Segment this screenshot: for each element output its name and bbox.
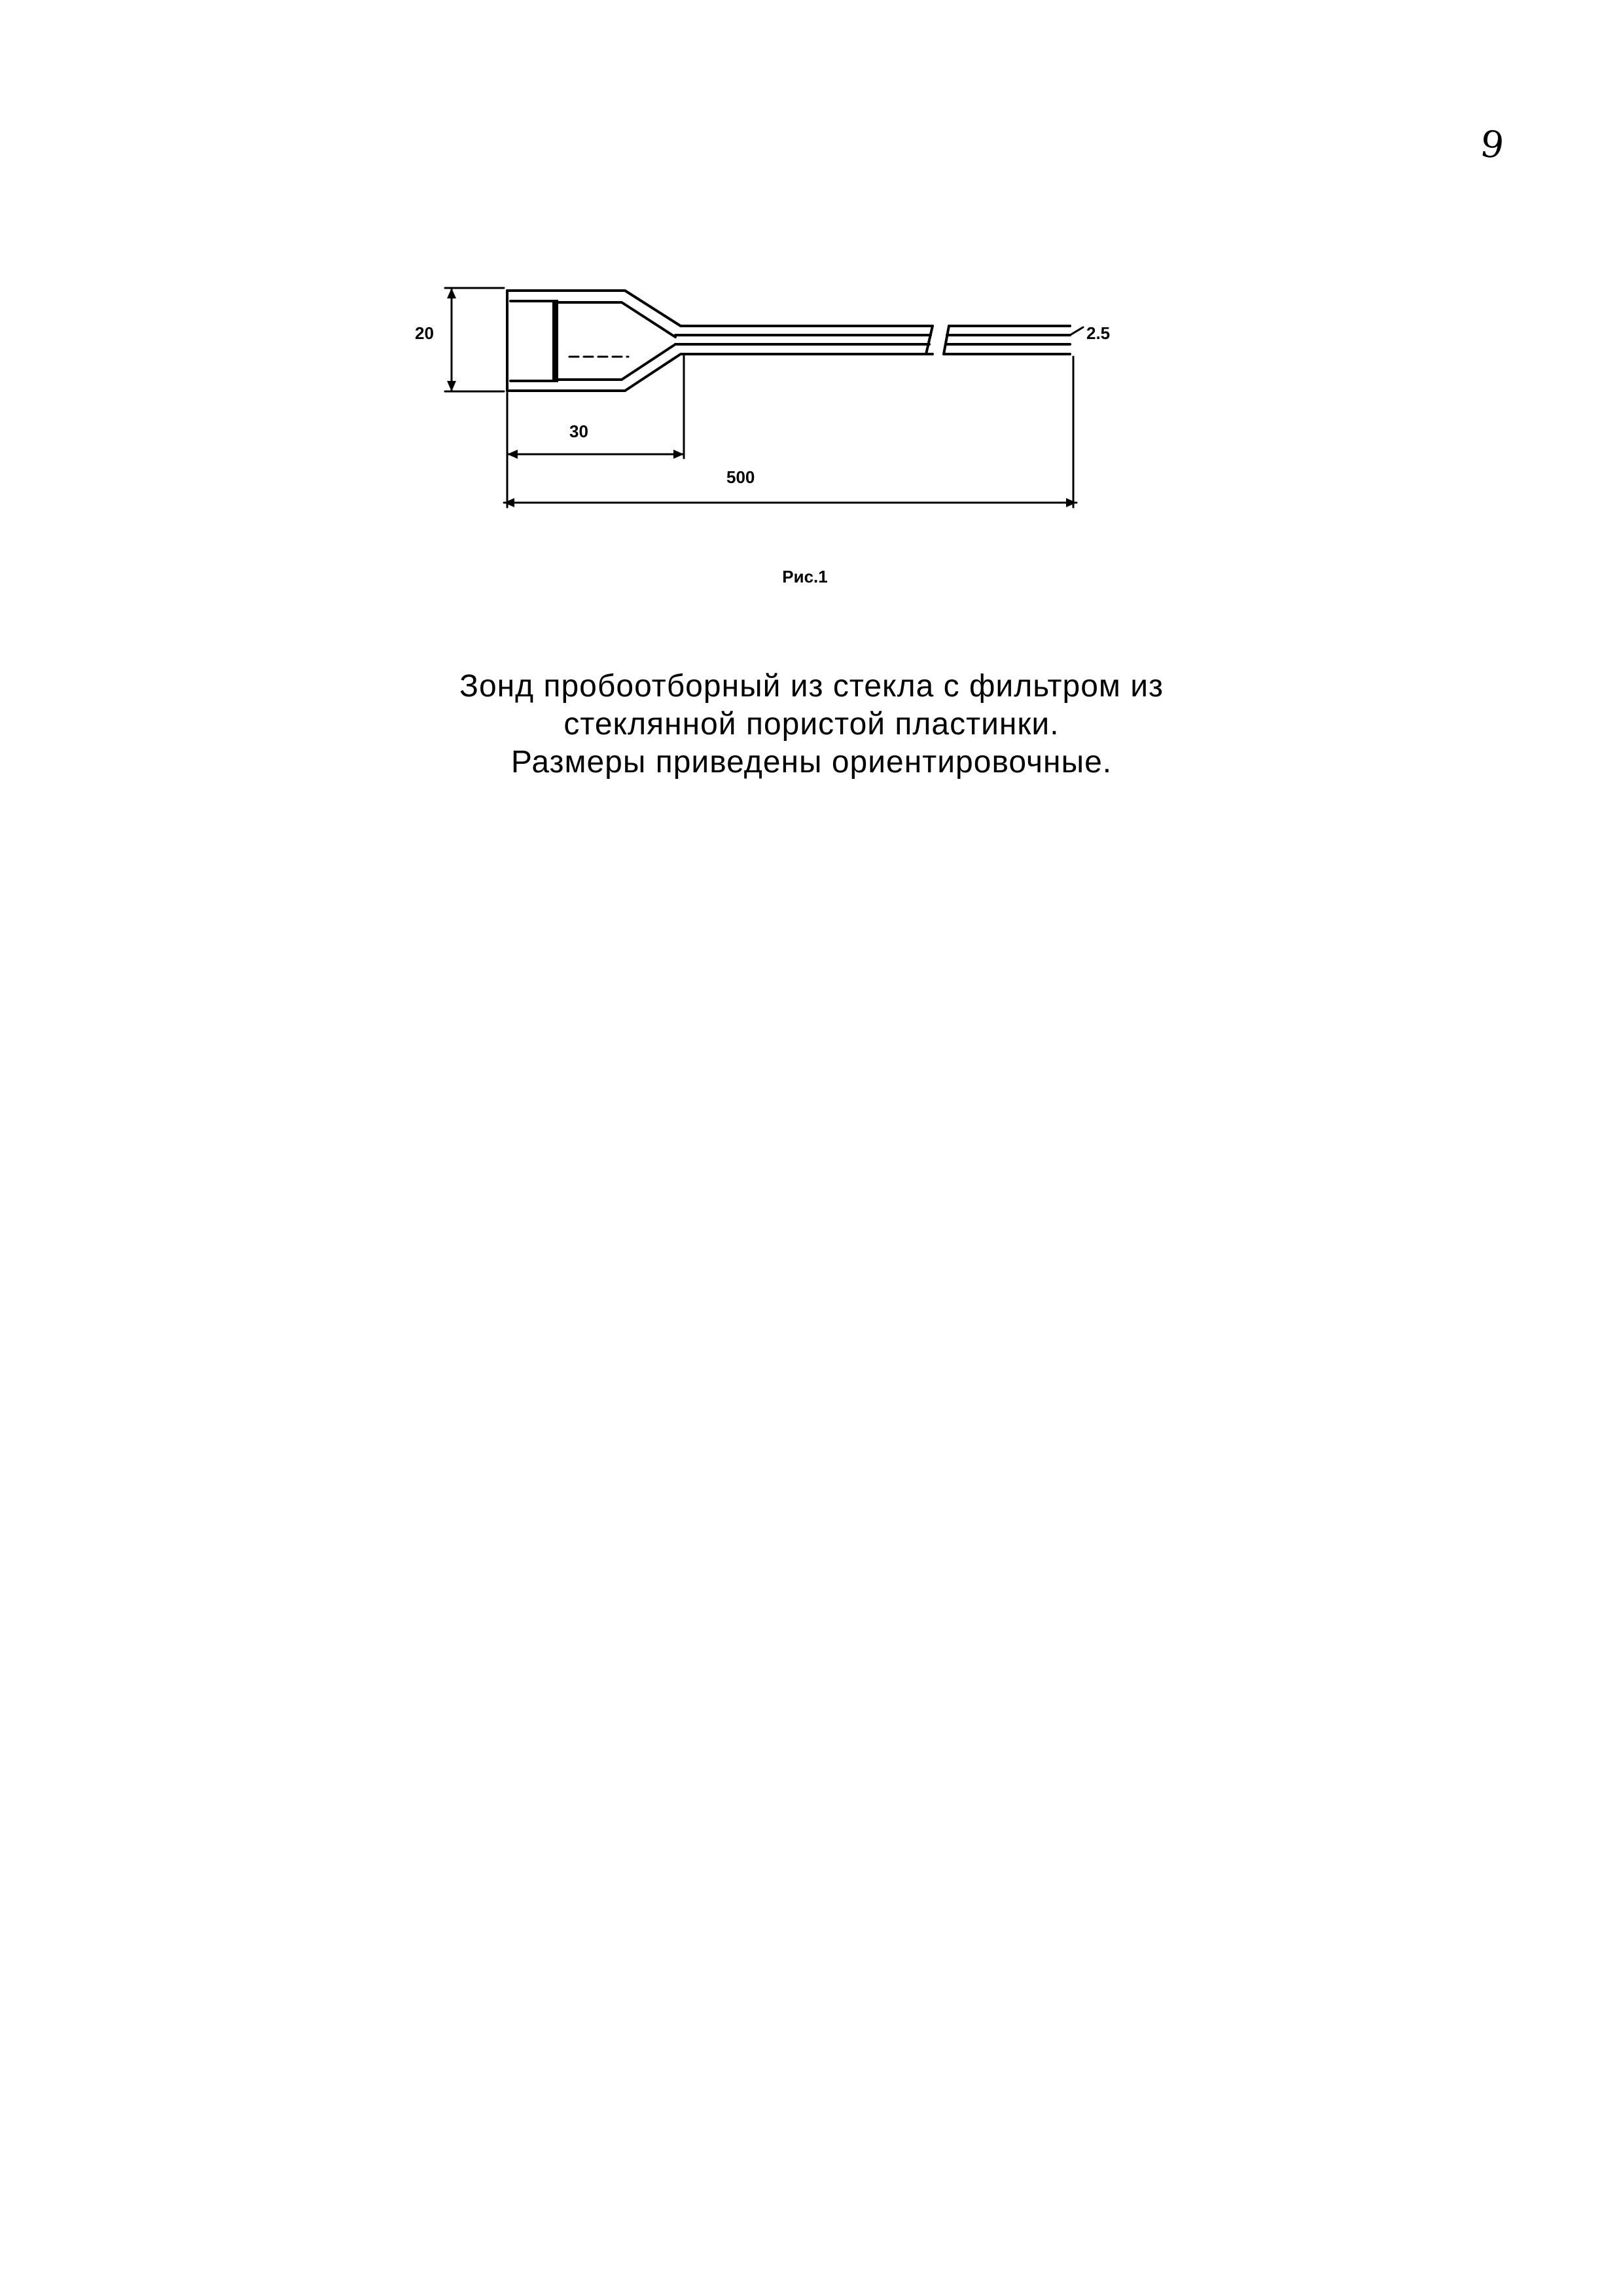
- dim-500-label: 500: [726, 467, 755, 487]
- dim-2-5-leader: [1070, 327, 1083, 335]
- page-number: 9: [1477, 122, 1507, 168]
- filter-plate: [552, 300, 558, 382]
- dim-500-arrow-right: [1066, 498, 1077, 507]
- probe-drawing: [0, 0, 1623, 655]
- figure-description: [288, 668, 1335, 781]
- dim-20-arrow-top: [447, 288, 456, 298]
- probe-outline-bottom: [507, 354, 933, 391]
- description-line-2: стеклянной пористой пластинки.: [563, 707, 1060, 742]
- probe-inner-taper-bottom: [556, 344, 675, 380]
- probe-inner-taper-top: [556, 302, 675, 337]
- probe-outline-top: [507, 291, 933, 326]
- tube-break-left: [926, 326, 933, 354]
- tube-break-right: [944, 326, 949, 354]
- dim-500-arrow-left: [504, 498, 514, 507]
- dim-30-label: 30: [569, 422, 588, 441]
- description-line-3: Размеры приведены ориентировочные.: [510, 745, 1113, 780]
- dim-20-label: 20: [415, 323, 434, 343]
- description-line-1: Зонд пробоотборный из стекла с фильтром из: [459, 669, 1164, 704]
- dim-30-arrow-right: [673, 450, 684, 459]
- dim-20-arrow-bottom: [447, 381, 456, 391]
- dim-2-5-label: 2.5: [1086, 323, 1111, 343]
- figure-caption: Рис.1: [782, 567, 828, 586]
- probe-drawing-svg: [0, 0, 1623, 655]
- dim-30-arrow-left: [507, 450, 518, 459]
